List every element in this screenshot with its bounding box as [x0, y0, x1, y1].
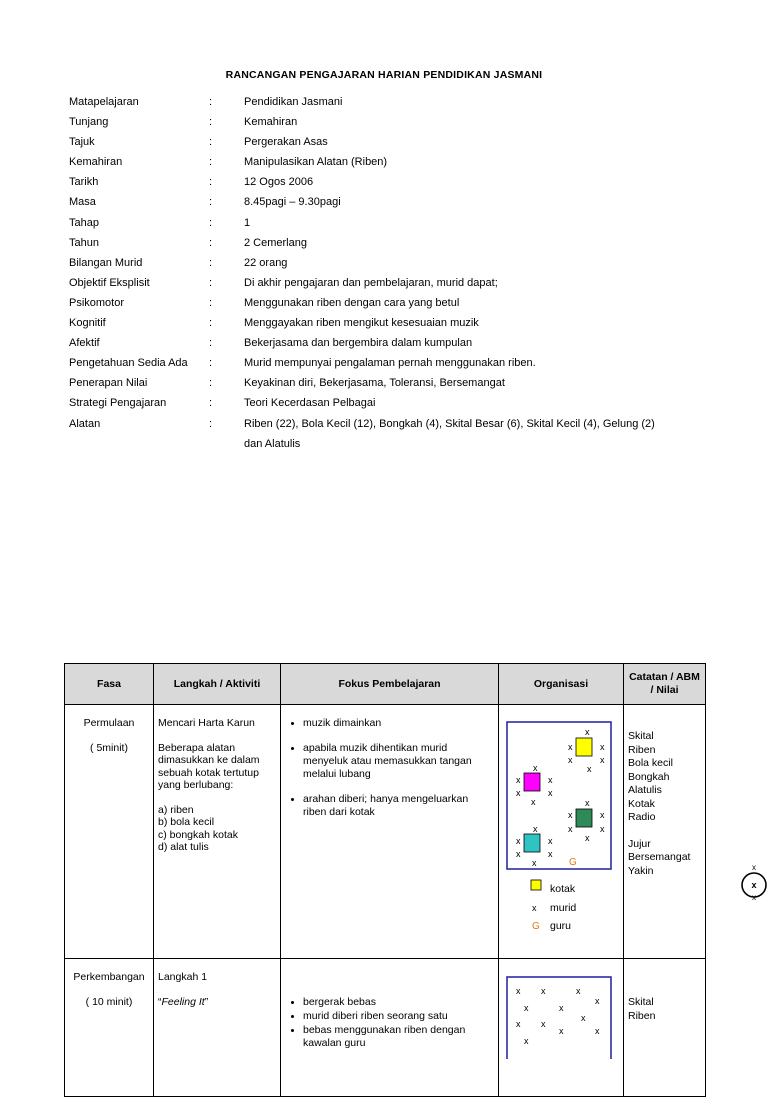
meta-label: Bilangan Murid: [69, 256, 143, 269]
murid-mark: x: [559, 1026, 564, 1036]
catatan-item: Riben: [628, 743, 656, 756]
murid-mark: x: [541, 1019, 546, 1029]
meta-colon: :: [209, 176, 213, 189]
murid-mark: x: [516, 1019, 521, 1029]
meta-label: Tarikh: [69, 176, 99, 189]
meta-label: Afektif: [69, 337, 100, 350]
meta-colon: :: [209, 196, 213, 209]
table-row: [65, 705, 706, 959]
nilai-item: Jujur: [628, 837, 651, 850]
fokus-list: [287, 996, 494, 1050]
organisasi-cell: [499, 705, 624, 959]
header-organisasi: Organisasi: [499, 664, 624, 705]
murid-mark: x: [548, 849, 553, 859]
meta-value: Keyakinan diri, Bekerjasama, Toleransi, Bersemangat: [244, 377, 505, 390]
fasa-cell: [65, 959, 154, 1097]
play-area-border: [507, 977, 611, 1059]
meta-value: Pendidikan Jasmani: [244, 96, 343, 108]
meta-label: Penerapan Nilai: [69, 377, 148, 390]
cyan-box-icon: [524, 834, 540, 852]
meta-label: Psikomotor: [69, 296, 125, 309]
murid-mark: x: [568, 810, 573, 820]
meta-label: Kognitif: [69, 317, 106, 330]
meta-label: Objektif Eksplisit: [69, 276, 150, 289]
fokus-item: • bergerak bebas: [303, 996, 494, 1009]
murid-mark: x: [600, 810, 605, 820]
langkah-title: Langkah 1: [158, 971, 208, 983]
meta-value: Menggayakan riben mengikut kesesuaian muzik: [244, 317, 479, 330]
fokus-cell: [281, 705, 499, 959]
lesson-details: [69, 96, 669, 458]
murid-mark: x: [568, 824, 573, 834]
langkah-item: b) bola kecil: [158, 816, 215, 828]
yellow-box-icon: [576, 738, 592, 756]
meta-label: Alatan: [69, 417, 101, 430]
murid-mark: x: [516, 849, 521, 859]
meta-label: Tahun: [69, 236, 99, 249]
meta-value: Riben (22), Bola Kecil (12), Bongkah (4), Skital Besar (6), Skital Kecil (4), Gelung (2) dan Alatulis: [244, 417, 655, 450]
catatan-item: Riben: [628, 1009, 656, 1022]
meta-value: Menggunakan riben dengan cara yang betul: [244, 296, 460, 309]
catatan-item: Skital: [628, 996, 654, 1008]
murid-mark: x: [548, 836, 553, 846]
meta-colon: :: [209, 116, 213, 129]
murid-mark: x: [568, 755, 573, 765]
catatan-item: Alatulis: [628, 784, 662, 796]
meta-colon: :: [209, 256, 213, 269]
catatan-cell: [624, 959, 706, 1097]
meta-label: Strategi Pengajaran: [69, 397, 167, 410]
organisation-diagram-2: [499, 959, 623, 1059]
fokus-cell: [281, 959, 499, 1097]
meta-colon: :: [209, 377, 213, 390]
meta-value: 22 orang: [244, 256, 288, 269]
langkah-cell: [154, 705, 281, 959]
murid-mark: x: [585, 798, 590, 808]
legend-box-icon: [531, 880, 541, 890]
meta-colon: :: [209, 357, 213, 370]
fokus-list: [287, 717, 494, 819]
quote-close: ”: [204, 995, 209, 1008]
murid-mark: x: [516, 986, 521, 996]
meta-value: Teori Kecerdasan Pelbagai: [244, 397, 376, 410]
meta-value: Murid mempunyai pengalaman pernah menggunakan riben.: [244, 357, 536, 370]
quote-text: Feeling It: [161, 995, 205, 1008]
document-title: RANCANGAN PENGAJARAN HARIAN PENDIDIKAN JASMANI: [225, 69, 543, 81]
langkah-title: Mencari Harta Karun: [158, 717, 255, 729]
murid-mark: x: [533, 824, 538, 834]
organisasi-cell: [499, 959, 624, 1097]
organisation-diagram: [499, 705, 623, 934]
quote-open: “: [158, 995, 162, 1008]
murid-mark: x: [585, 833, 590, 843]
murid-mark: x: [548, 775, 553, 785]
meta-label: Matapelajaran: [69, 96, 139, 108]
header-catatan: Catatan / ABM / Nilai: [624, 664, 706, 705]
murid-mark: x: [600, 755, 605, 765]
play-area-border: [507, 722, 611, 869]
murid-mark: x: [524, 1036, 529, 1046]
svg-text:x: x: [752, 893, 756, 902]
fokus-item: • bebas menggunakan riben dengan kawalan guru: [303, 1024, 494, 1050]
legend-g-label: guru: [550, 920, 572, 932]
meta-label: Kemahiran: [69, 156, 123, 169]
langkah-item: c) bongkah kotak: [158, 828, 238, 841]
meta-value: Kemahiran: [244, 116, 298, 129]
lesson-plan-table: [64, 663, 706, 1097]
murid-mark: x: [516, 788, 521, 798]
catatan-item: Skital: [628, 730, 654, 742]
langkah-item: a) riben: [158, 803, 194, 816]
murid-mark: x: [548, 788, 553, 798]
fasa-time: ( 5minit): [90, 742, 128, 754]
murid-mark: x: [587, 764, 592, 774]
header-langkah: Langkah / Aktiviti: [154, 664, 281, 705]
meta-colon: :: [209, 236, 213, 249]
murid-mark: x: [576, 986, 581, 996]
meta-value: Manipulasikan Alatan (Riben): [244, 156, 388, 169]
meta-colon: :: [209, 276, 213, 289]
meta-label: Tahap: [69, 216, 99, 229]
svg-text:x: x: [751, 880, 757, 890]
meta-label: Tunjang: [69, 116, 109, 129]
header-fokus: Fokus Pembelajaran: [281, 664, 499, 705]
murid-mark: x: [600, 742, 605, 752]
catatan-item: Kotak: [628, 797, 655, 810]
meta-colon: :: [209, 397, 213, 410]
murid-mark: x: [533, 763, 538, 773]
meta-value: Bekerjasama dan bergembira dalam kumpulan: [244, 337, 473, 350]
fokus-item: • arahan diberi; hanya mengeluarkan riben dari kotak: [303, 793, 494, 819]
murid-mark: x: [585, 727, 590, 737]
meta-value: 12 Ogos 2006: [244, 176, 314, 189]
fasa-name: Perkembangan: [73, 971, 145, 983]
legend-x-symbol: x: [532, 903, 537, 913]
catatan-item: Radio: [628, 811, 656, 823]
meta-value: Pergerakan Asas: [244, 136, 328, 149]
nilai-item: Yakin: [628, 864, 654, 877]
murid-mark: x: [559, 1003, 564, 1013]
fokus-item: • murid diberi riben seorang satu: [303, 1010, 494, 1023]
langkah-cell: [154, 959, 281, 1097]
magenta-box-icon: [524, 773, 540, 791]
meta-row: [69, 418, 669, 458]
langkah-item: d) alat tulis: [158, 841, 209, 853]
murid-mark: x: [532, 858, 537, 868]
murid-mark: x: [531, 797, 536, 807]
langkah-quote: [158, 996, 276, 1009]
murid-mark: x: [541, 986, 546, 996]
fasa-time: ( 10 minit): [85, 996, 133, 1008]
meta-colon: :: [209, 136, 213, 149]
fokus-item: • apabila muzik dihentikan murid menyeluk atau memasukkan tangan melalui lubang: [303, 742, 494, 781]
langkah-desc: Beberapa alatan dimasukkan ke dalam sebuah kotak tertutup yang berlubang:: [158, 741, 260, 791]
svg-text:x: x: [752, 863, 756, 872]
legend-x-label: murid: [550, 902, 577, 914]
fokus-item: • muzik dimainkan: [303, 717, 494, 730]
legend-g-symbol: G: [532, 921, 540, 932]
guru-mark: G: [569, 857, 577, 868]
murid-mark: x: [524, 1003, 529, 1013]
catatan-cell: [624, 705, 706, 959]
fasa-name: Permulaan: [83, 717, 135, 729]
meta-colon: :: [209, 296, 213, 309]
murid-mark: x: [568, 742, 573, 752]
meta-colon: :: [209, 96, 213, 108]
murid-mark: x: [516, 836, 521, 846]
catatan-item: Bongkah: [628, 770, 670, 783]
catatan-item: Bola kecil: [628, 757, 673, 769]
meta-colon: :: [209, 337, 213, 350]
meta-value: 2 Cemerlang: [244, 236, 307, 249]
meta-colon: :: [209, 317, 213, 330]
meta-value: Di akhir pengajaran dan pembelajaran, murid dapat;: [244, 276, 498, 289]
nilai-item: Bersemangat: [628, 851, 691, 863]
green-box-icon: [576, 809, 592, 827]
table-row: [65, 959, 706, 1097]
meta-colon: :: [209, 216, 213, 229]
meta-colon: :: [209, 417, 213, 430]
meta-label: Pengetahuan Sedia Ada: [69, 357, 188, 370]
circle-x-icon: [740, 862, 768, 902]
fasa-cell: [65, 705, 154, 959]
murid-mark: x: [600, 824, 605, 834]
murid-mark: x: [516, 775, 521, 785]
meta-label: Tajuk: [69, 136, 95, 149]
table-header-row: [65, 664, 706, 705]
meta-value: 1: [244, 216, 251, 229]
murid-mark: x: [595, 996, 600, 1006]
murid-mark: x: [581, 1013, 586, 1023]
meta-value: 8.45pagi – 9.30pagi: [244, 196, 341, 209]
meta-colon: :: [209, 156, 213, 169]
murid-mark: x: [595, 1026, 600, 1036]
header-fasa: Fasa: [65, 664, 154, 705]
legend-box-label: kotak: [550, 883, 576, 895]
meta-label: Masa: [69, 196, 96, 209]
